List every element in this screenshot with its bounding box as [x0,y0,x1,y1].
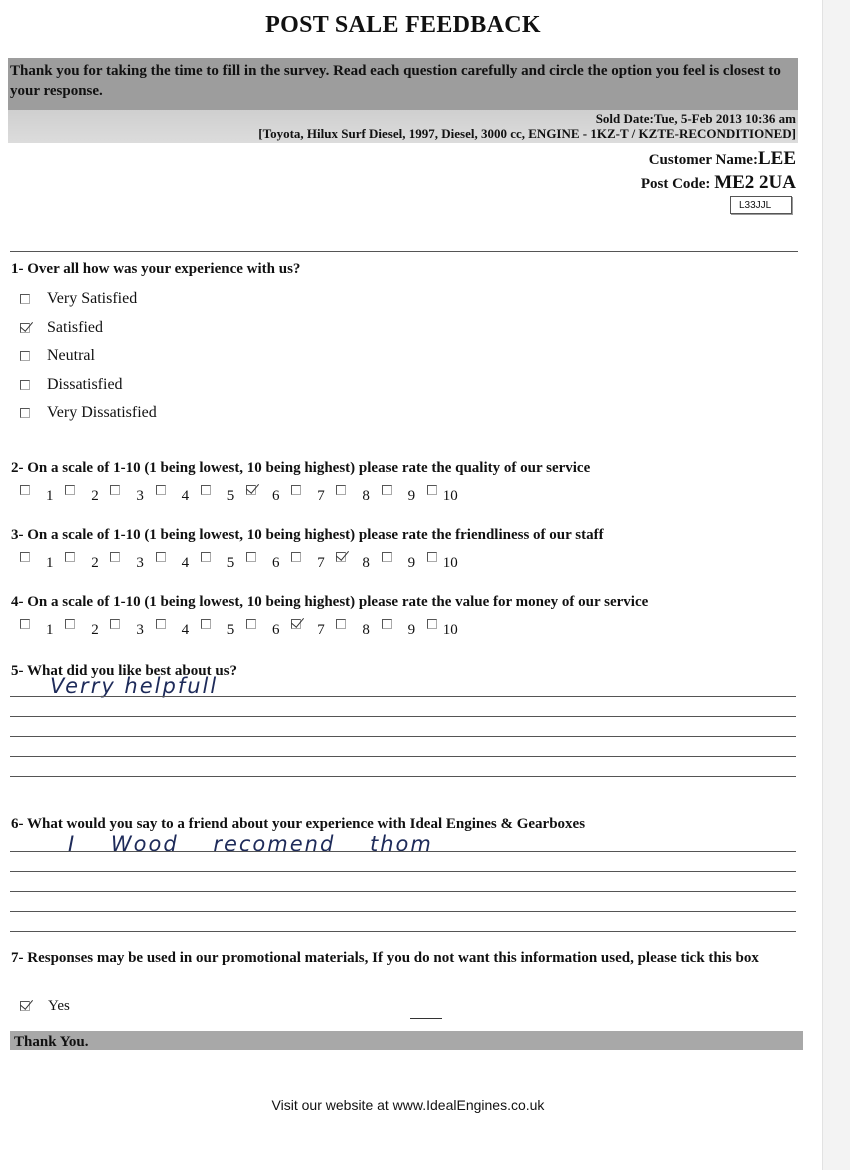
q1-option-label: Very Satisfied [47,290,138,307]
q4-checkbox[interactable] [65,619,75,629]
q3-number: 1 [46,555,54,571]
q3-number: 5 [226,555,235,571]
q2-checkbox[interactable] [65,485,75,495]
q6-answer-lines [10,832,796,932]
q4-checkbox[interactable] [336,619,346,629]
q2-number: 6 [272,488,280,504]
thanks-band [10,1031,803,1050]
q3-number: 2 [91,555,99,571]
q1-checkbox[interactable] [20,294,30,304]
q2-checkbox[interactable] [20,485,30,495]
customer-name-value: LEE [757,148,796,169]
q3-number: 3 [136,555,144,571]
q4-number: 7 [317,622,325,638]
q2-checkbox[interactable] [291,485,301,495]
q2-number: 10 [442,488,458,504]
q2-checkbox[interactable] [156,485,166,495]
q1-option-label: Satisfied [47,318,103,336]
q3-number: 7 [317,555,325,571]
q7-checkbox[interactable] [20,1001,30,1011]
q3-number: 10 [442,555,458,571]
q3-number: 9 [407,555,416,571]
q3-number: 6 [272,555,280,571]
q3-checkbox[interactable] [201,552,211,562]
q2-number: 7 [317,488,325,504]
question-1: 1- Over all how was your experience with us? [11,261,301,277]
q2-number: 2 [91,488,99,504]
q3-checkbox[interactable] [156,552,166,562]
q1-option-label: Neutral [47,347,95,364]
q4-number: 3 [136,622,144,638]
q2-checkbox[interactable] [110,485,120,495]
question-3: 3- On a scale of 1-10 (1 being lowest, 10 being highest) please rate the friendliness of our staff [11,527,604,543]
q3-checkbox[interactable] [427,552,437,562]
sold-date: Sold Date:Tue, 5-Feb 2013 10:36 am [595,111,796,126]
q3-checkbox[interactable] [20,552,30,562]
q1-option[interactable] [20,375,123,395]
q1-checkbox[interactable] [20,323,30,333]
q1-checkbox[interactable] [20,380,30,390]
q3-number: 4 [181,555,190,571]
q3-checkbox[interactable] [291,552,301,562]
postcode-value: ME2 2UA [714,172,796,193]
q3-checkbox[interactable] [65,552,75,562]
q3-checkbox[interactable] [382,552,392,562]
thanks-text: Thank You. [14,1034,89,1050]
q2-number: 4 [181,488,190,504]
form-title: POST SALE FEEDBACK [265,12,541,38]
q2-number: 3 [136,488,144,504]
intro-text: Thank you for taking the time to fill in the survey. Read each question carefully and circle the option you feel is closest to your response. [10,63,781,99]
q6-handwritten-answer[interactable]: I Wood recomend thom [68,832,433,856]
q4-checkbox[interactable] [382,619,392,629]
page-edge [822,0,850,1170]
postcode-line [641,172,796,194]
q3-checkbox[interactable] [110,552,120,562]
reference-box: L33JJL [730,196,792,214]
question-5: 5- What did you like best about us? [11,663,238,679]
q2-checkbox[interactable] [246,485,256,495]
q4-checkbox[interactable] [156,619,166,629]
q2-checkbox[interactable] [201,485,211,495]
q5-handwritten-answer[interactable]: Verry helpfull [50,674,219,698]
q2-number: 5 [226,488,235,504]
q4-number: 8 [362,622,370,638]
q2-checkbox[interactable] [382,485,392,495]
q4-checkbox[interactable] [201,619,211,629]
q2-checkbox[interactable] [427,485,437,495]
q1-option[interactable] [20,346,95,366]
question-4: 4- On a scale of 1-10 (1 being lowest, 10 being highest) please rate the value for money of our service [11,594,649,610]
footer-website[interactable]: Visit our website at www.IdealEngines.co.uk [271,1097,545,1113]
q4-checkbox[interactable] [291,619,301,629]
q4-number: 1 [46,622,54,638]
q4-number: 10 [442,622,458,638]
q4-number: 6 [272,622,280,638]
q1-checkbox[interactable] [20,408,30,418]
q3-checkbox[interactable] [336,552,346,562]
q1-option[interactable] [20,403,157,423]
q4-checkbox[interactable] [427,619,437,629]
q4-number: 5 [226,622,235,638]
q4-number: 9 [407,622,416,638]
q1-option[interactable] [20,318,103,338]
postcode-label: Post Code: [640,176,715,192]
question-2: 2- On a scale of 1-10 (1 being lowest, 10 being highest) please rate the quality of our service [11,460,591,476]
vehicle-details: [Toyota, Hilux Surf Diesel, 1997, Diesel, 3000 cc, ENGINE - 1KZ-T / KZTE-RECONDITIONED] [258,126,796,141]
q4-number: 2 [91,622,99,638]
q4-checkbox[interactable] [20,619,30,629]
q4-checkbox[interactable] [246,619,256,629]
divider [10,251,798,252]
customer-name-label: Customer Name: [648,152,758,168]
question-7: 7- Responses may be used in our promotional materials, If you do not want this information used, please tick this box [11,950,759,966]
q5-answer-lines [10,677,796,777]
q3-number: 8 [362,555,370,571]
customer-name-line [649,148,796,170]
q7-option-label: Yes [48,997,70,1014]
q2-checkbox[interactable] [336,485,346,495]
q1-option-label: Very Dissatisfied [47,404,157,421]
q3-checkbox[interactable] [246,552,256,562]
q4-checkbox[interactable] [110,619,120,629]
q7-option-yes[interactable] [20,996,70,1016]
q2-number: 8 [362,488,370,504]
q1-option[interactable] [20,289,137,309]
question-6: 6- What would you say to a friend about your experience with Ideal Engines & Gearboxes [11,816,586,832]
q1-checkbox[interactable] [20,351,30,361]
q4-number: 4 [181,622,190,638]
q2-number: 1 [46,488,54,504]
q1-option-label: Dissatisfied [47,375,123,393]
q2-number: 9 [407,488,416,504]
pen-mark [410,1018,442,1019]
